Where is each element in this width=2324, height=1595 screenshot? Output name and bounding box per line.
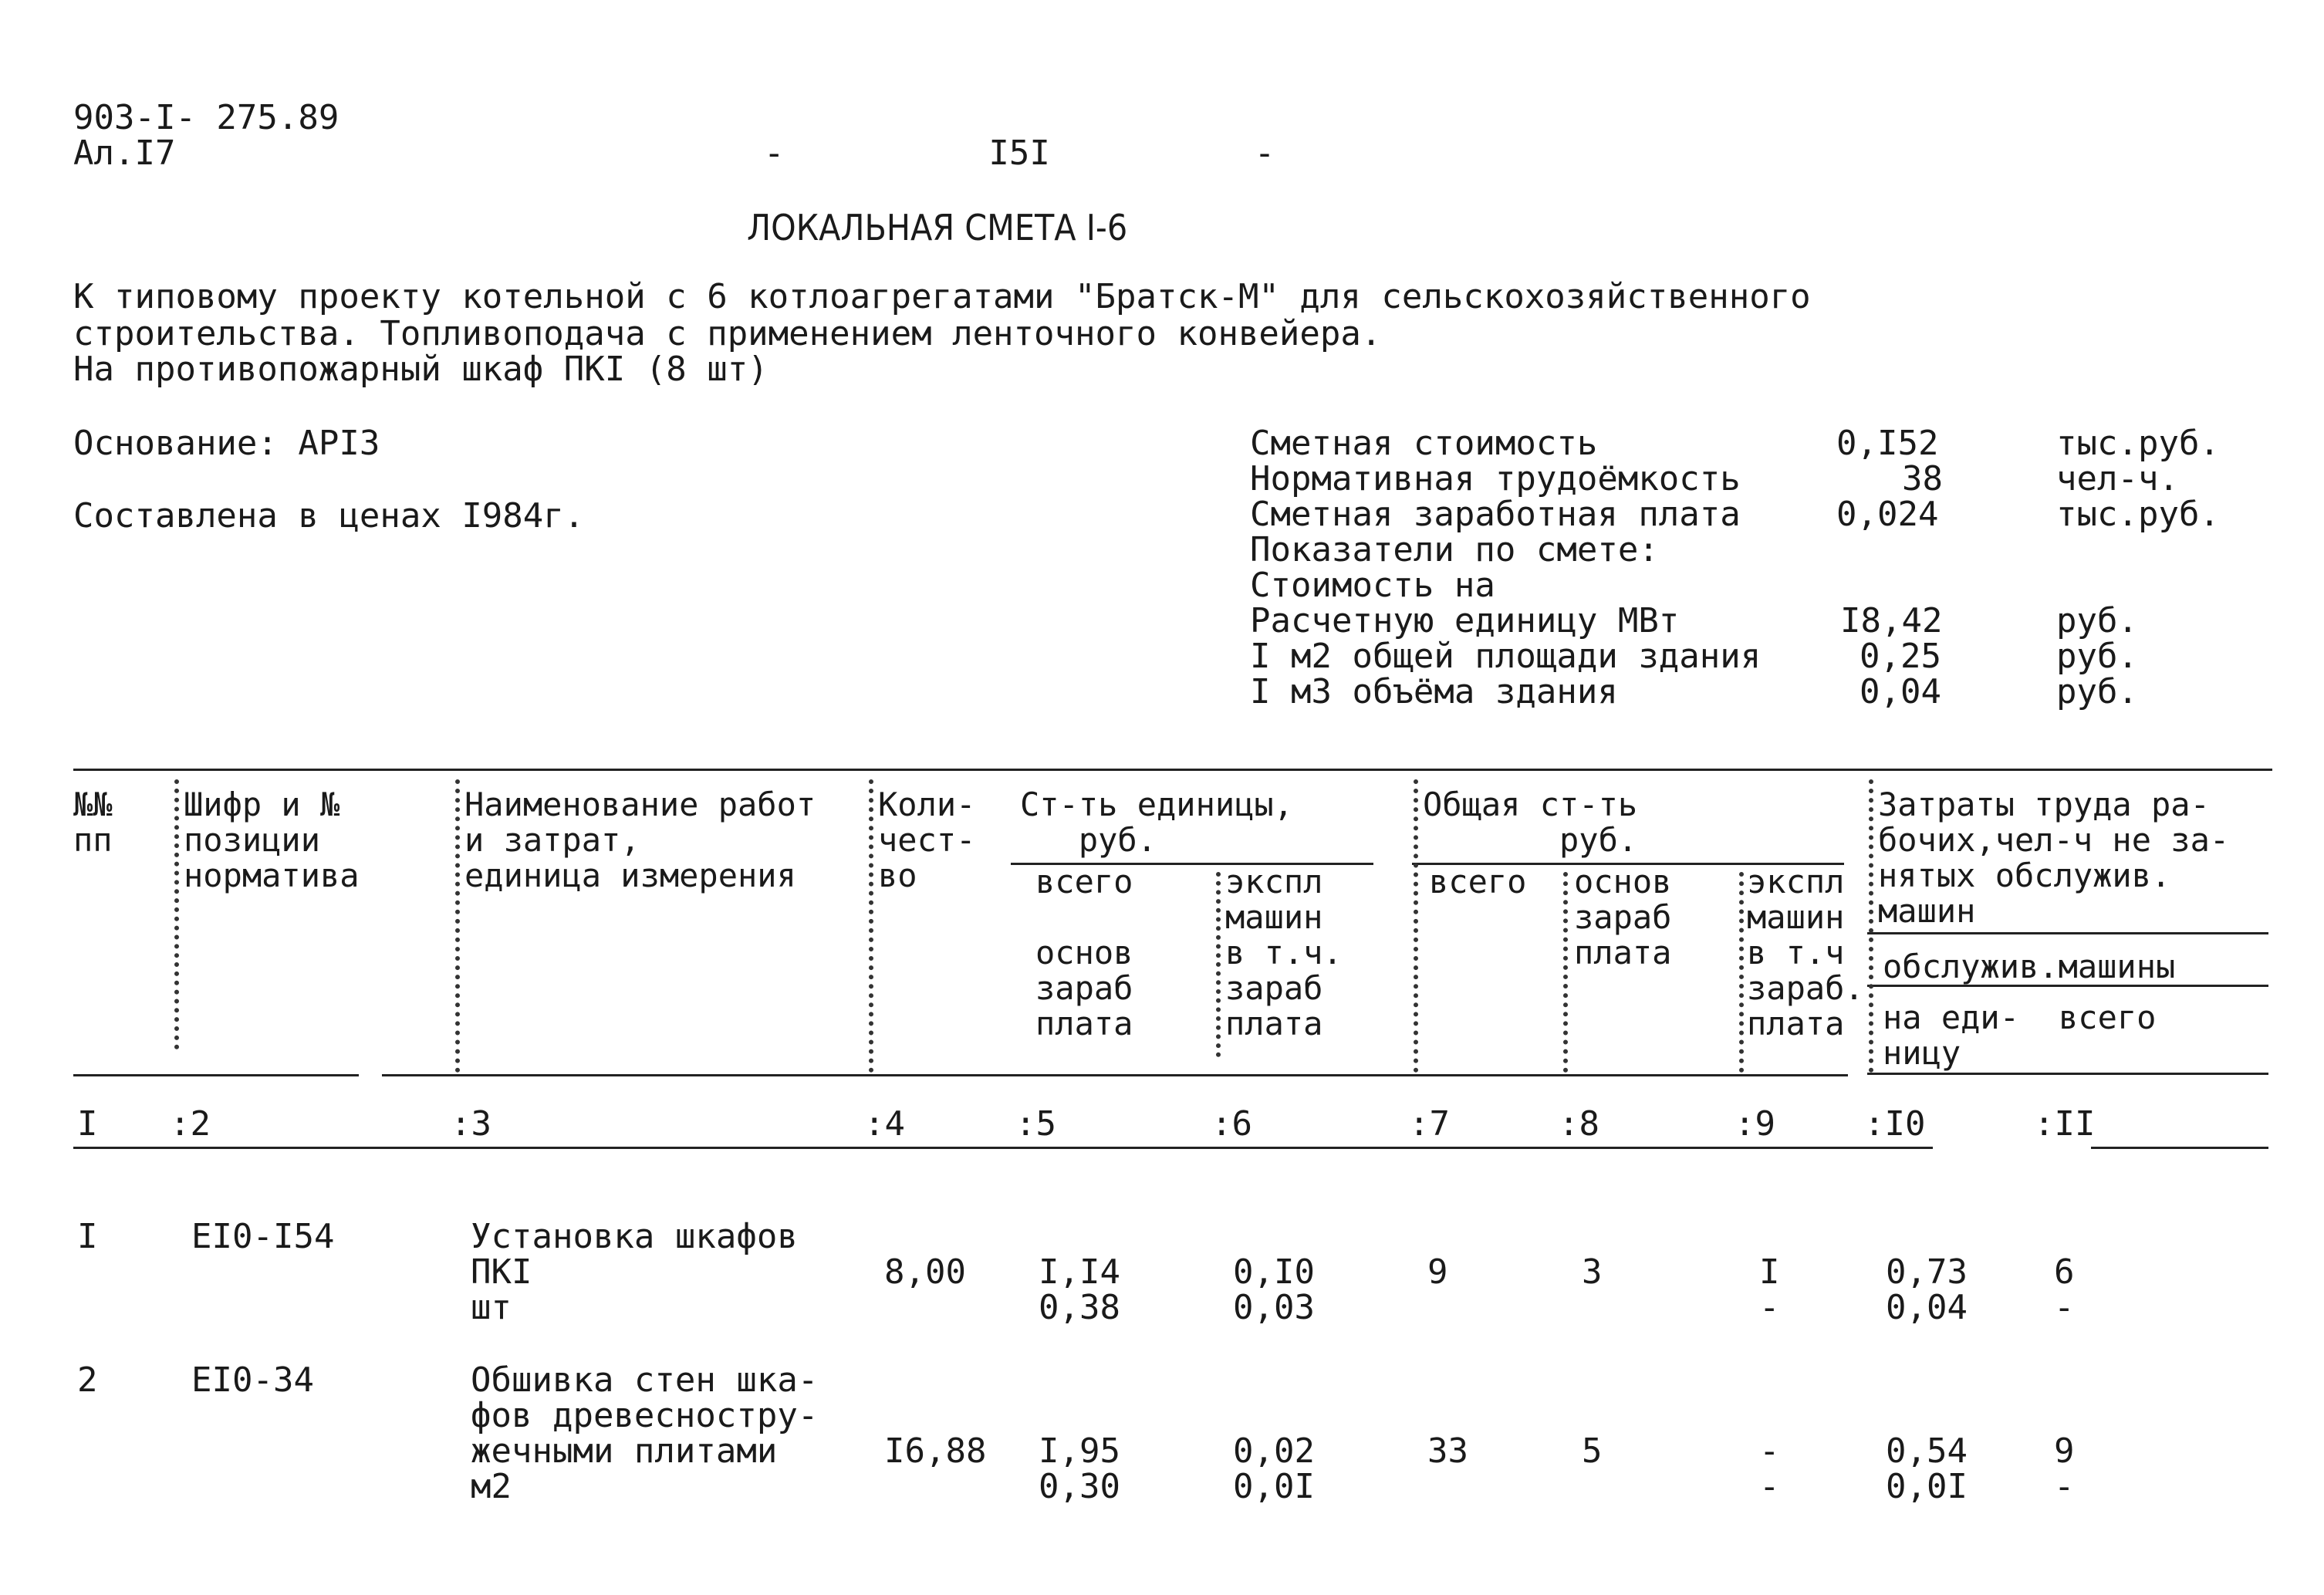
summary-value-wage: 0,024 [1836, 495, 1939, 534]
col-number-5: :5 [1015, 1104, 1056, 1144]
row1-labor-total-2: - [2054, 1288, 2075, 1327]
col-sep-2 [174, 779, 179, 1049]
col-number-11: :II [2034, 1104, 2096, 1144]
header-bottom-rule-right [382, 1074, 1848, 1076]
row1-code: EI0-I54 [191, 1217, 335, 1256]
summary-unit-cost: тыс.руб. [2056, 424, 2220, 463]
row2-total-mach: - [1759, 1431, 1780, 1471]
row2-unit-mach: 0,02 [1233, 1431, 1315, 1471]
header-col-5: всего основ зараб плата [1035, 863, 1133, 1042]
col-number-10: :I0 [1864, 1104, 1926, 1144]
row1-total: 9 [1427, 1252, 1448, 1292]
sheet-number: Ал.I7 [73, 133, 176, 173]
row2-unit-total: I,95 [1039, 1431, 1120, 1471]
header-labor-mid: обслужив.машины [1883, 948, 2176, 985]
row2-num: 2 [77, 1360, 98, 1400]
row2-unit-mach-wage: 0,0I [1233, 1467, 1315, 1506]
summary-unit-labor: чел-ч. [2056, 459, 2179, 498]
row2-total: 33 [1427, 1431, 1468, 1471]
header-col-8: основ зараб плата [1574, 863, 1672, 972]
page-number: - I5I - [764, 133, 1275, 173]
col-sep-10 [1869, 779, 1873, 1073]
intro-line-2: строительства. Топливоподача с применением ленточного конвейера. [73, 314, 1382, 353]
row1-total-wage: 3 [1582, 1252, 1603, 1292]
row1-unit-wage: 0,38 [1039, 1288, 1120, 1327]
col-number-3: :3 [451, 1104, 491, 1144]
document-title: ЛОКАЛЬНАЯ СМЕТА I-6 [747, 207, 1128, 248]
row1-labor-unit: 0,73 [1886, 1252, 1968, 1292]
indicator-value-area: 0,25 [1860, 637, 1941, 676]
row1-qty: 8,00 [884, 1252, 966, 1292]
row2-name: Обшивка стен шка- фов древесностру- жечными плитами м2 [471, 1360, 819, 1506]
row1-unit-mach-wage: 0,03 [1233, 1288, 1315, 1327]
header-labor: Затраты труда ра- бочих,чел-ч не за- нятых обслужив. машин [1878, 786, 2230, 930]
indicator-label-mw: Расчетную единицу МВт [1250, 601, 1680, 640]
indicator-unit-area: руб. [2056, 637, 2138, 676]
cost-per-label: Стоимость на [1250, 566, 1495, 605]
col-number-6: :6 [1211, 1104, 1252, 1144]
col-number-1: I [77, 1104, 98, 1144]
indicator-unit-volume: руб. [2056, 672, 2138, 711]
row2-labor-unit-2: 0,0I [1886, 1467, 1968, 1506]
row2-total-wage: 5 [1582, 1431, 1603, 1471]
col-sep-3 [455, 779, 460, 1073]
indicator-value-mw: I8,42 [1840, 601, 1943, 640]
col-sep-4 [869, 779, 873, 1073]
prices-year-text: Составлена в ценах I984г. [73, 496, 585, 536]
col-number-4: :4 [864, 1104, 905, 1144]
summary-unit-wage: тыс.руб. [2056, 495, 2220, 534]
summary-label-cost: Сметная стоимость [1250, 424, 1598, 463]
col-numbers-underline-end [2091, 1147, 2268, 1149]
col-number-7: :7 [1409, 1104, 1450, 1144]
row2-code: EI0-34 [191, 1360, 314, 1400]
indicator-label-area: I м2 общей площади здания [1250, 637, 1762, 676]
header-col-10: на еди- ницу [1883, 999, 2020, 1072]
row1-labor-unit-2: 0,04 [1886, 1288, 1968, 1327]
col-number-2: :2 [170, 1104, 211, 1144]
intro-line-3: На противопожарный шкаф ПКI (8 шт) [73, 350, 768, 389]
header-sub-rule-labor-1 [1867, 932, 2268, 934]
header-sub-rule-labor-3 [1867, 1073, 2268, 1075]
col-sep-8 [1563, 872, 1568, 1073]
summary-value-labor: 38 [1902, 459, 1943, 498]
summary-label-labor: Нормативная трудоёмкость [1250, 459, 1741, 498]
row2-total-mach-wage: - [1759, 1467, 1780, 1506]
table-top-rule [73, 769, 2272, 771]
row1-total-mach: I [1759, 1252, 1780, 1292]
indicators-title: Показатели по смете: [1250, 530, 1659, 569]
intro-line-1: К типовому проекту котельной с 6 котлоагрегатами "Братск-М" для сельскохозяйственного [73, 277, 1811, 316]
col-sep-6 [1216, 872, 1221, 1057]
header-col-9: экспл машин в т.ч зараб. плата [1747, 863, 1864, 1042]
row1-name: Установка шкафов ПКI шт [471, 1217, 798, 1327]
col-numbers-underline [73, 1147, 1933, 1149]
row1-labor-total: 6 [2054, 1252, 2075, 1292]
indicator-value-volume: 0,04 [1860, 672, 1941, 711]
row2-labor-total: 9 [2054, 1431, 2075, 1471]
row1-total-mach-wage: - [1759, 1288, 1780, 1327]
col-sep-7 [1414, 779, 1418, 1073]
row1-num: I [77, 1217, 98, 1256]
indicator-label-volume: I м3 объёма здания [1250, 672, 1618, 711]
row1-unit-total: I,I4 [1039, 1252, 1120, 1292]
header-unit-cost: Ст-ть единицы, руб. [1020, 786, 1294, 859]
col-number-9: :9 [1735, 1104, 1775, 1144]
header-bottom-rule-left [73, 1074, 359, 1076]
row1-unit-mach: 0,I0 [1233, 1252, 1315, 1292]
header-col-3: Наименование работ и затрат, единица измерения [464, 786, 816, 894]
header-total-cost: Общая ст-ть руб. [1423, 786, 1638, 859]
header-col-4: Коли- чест- во [878, 786, 976, 894]
summary-label-wage: Сметная заработная плата [1250, 495, 1741, 534]
col-sep-9 [1739, 872, 1744, 1073]
document-code: 903-I- 275.89 [73, 98, 339, 137]
row2-labor-unit: 0,54 [1886, 1431, 1968, 1471]
header-col-2: Шифр и № позиции норматива [184, 786, 360, 894]
indicator-unit-mw: руб. [2056, 601, 2138, 640]
header-col-1: №№ пп [73, 786, 113, 859]
header-col-6: экспл машин в т.ч. зараб плата [1225, 863, 1343, 1042]
summary-value-cost: 0,I52 [1836, 424, 1939, 463]
header-col-11: всего [2059, 999, 2157, 1036]
basis-text: Основание: АРI3 [73, 424, 380, 463]
row2-unit-wage: 0,30 [1039, 1467, 1120, 1506]
row2-qty: I6,88 [884, 1431, 987, 1471]
row2-labor-total-2: - [2054, 1467, 2075, 1506]
col-number-8: :8 [1559, 1104, 1599, 1144]
header-col-7: всего [1429, 863, 1527, 901]
